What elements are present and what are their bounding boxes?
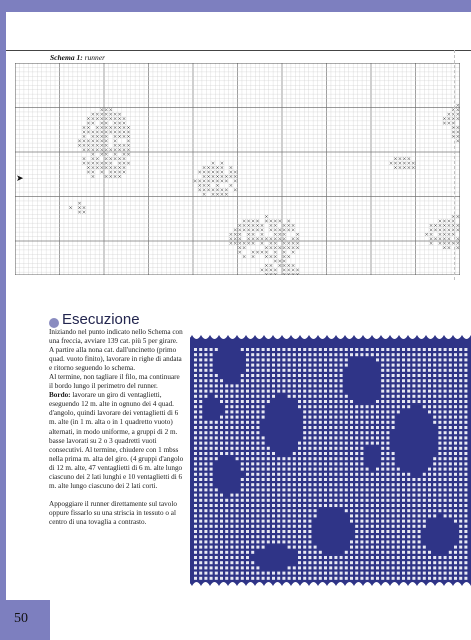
instructions-text — [49, 328, 184, 527]
instruction-paragraph-5: Appoggiare il runner direttamente sul tavolo oppure fissarlo su una striscia in tessuto o al centro di una tovaglia a contrasto. — [49, 499, 177, 526]
top-border — [0, 0, 471, 12]
schema-name: runner — [84, 53, 106, 62]
header-rule — [6, 50, 471, 51]
filet-chart — [15, 63, 460, 275]
instruction-paragraph-2: A partire alla nona cat. dall'uncinetto (primo quad. vuoto finito), lavorare in righe di andata e ritorno seguendo lo schema. — [49, 346, 182, 373]
instruction-paragraph-1: Iniziando nel punto indicato nello Schema con una freccia, avviare 139 cat. più 5 per girare. — [49, 328, 183, 346]
schema-caption — [50, 53, 105, 62]
start-arrow-icon: ➤ — [16, 173, 24, 183]
schema-label: Schema 1: — [50, 53, 83, 62]
page-number: 50 — [14, 611, 28, 626]
section-bullet-icon — [49, 318, 59, 328]
instruction-paragraph-3: Al termine, non tagliare il filo, ma continuare il bordo lungo il perimetro del runner. — [49, 373, 180, 391]
section-heading: Esecuzione — [62, 311, 140, 328]
crochet-runner-photo — [190, 323, 471, 600]
instruction-paragraph-4: Bordo: lavorare un giro di ventaglietti, eseguendo 12 m. alte in ognuno dei 4 quad. d'angolo, quindi lavorare dei ventaglietti di 6 m. alte (in 1 m. alta o in 1 quadretto vuoto) alternati, in modo uniforme, a gruppi di 2 m. basse lavorati su 2 o 3 quadretti vuoti consecutivi. Al termine, chiudere con 1 mbss nella prima m. alta del giro. (4 gruppi d'angolo di 12 m. alte, 47 ventaglietti di 6 m. alte lungo ciascuno dei 2 lati lunghi e 10 ventaglietti di 6 m. alte lungo ciascuno dei 2 lati corti. — [49, 391, 184, 490]
chart-cut-line — [454, 50, 461, 280]
